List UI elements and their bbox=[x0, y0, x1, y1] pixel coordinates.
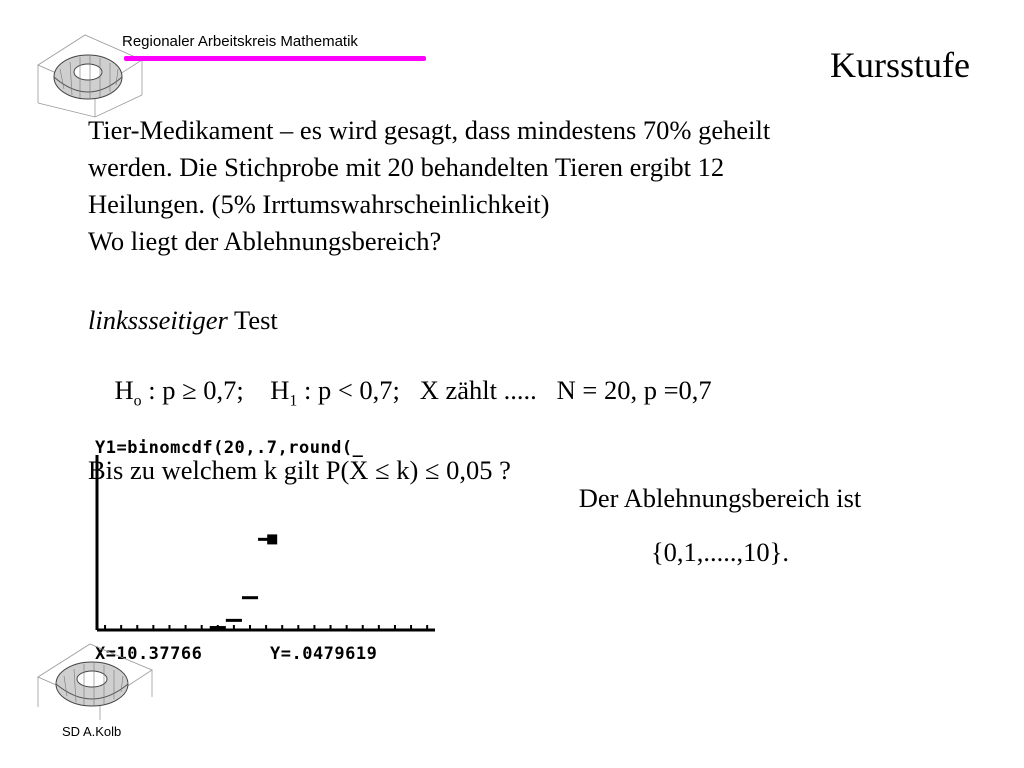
step-segment bbox=[242, 596, 258, 599]
header-accent-line bbox=[124, 56, 426, 61]
test-type-italic: linkssseitiger bbox=[88, 305, 228, 335]
calculator-y-readout: Y=.0479619 bbox=[270, 644, 378, 664]
problem-line: Tier-Medikament – es wird gesagt, dass mindestens 70% geheilt bbox=[88, 115, 771, 145]
test-type bbox=[88, 303, 988, 338]
h1-symbol: H bbox=[270, 375, 290, 405]
result-line: Der Ablehnungsbereich ist bbox=[578, 483, 862, 513]
test-type-rest: Test bbox=[227, 305, 278, 335]
problem-question: Wo liegt der Ablehnungsbereich? bbox=[88, 226, 442, 256]
problem-text bbox=[88, 112, 988, 260]
test-params: N = 20, p =0,7 bbox=[556, 375, 712, 405]
organization-name: Regionaler Arbeitskreis Mathematik bbox=[122, 33, 358, 50]
step-segment bbox=[210, 626, 226, 629]
problem-line: Heilungen. (5% Irrtumswahrscheinlichkeit) bbox=[88, 189, 550, 219]
hypotheses-line bbox=[88, 338, 988, 453]
trace-cursor bbox=[267, 534, 277, 544]
torus-logo-icon bbox=[30, 632, 160, 722]
problem-line: werden. Die Stichprobe mit 20 behandelten Tieren ergibt 12 bbox=[88, 152, 725, 182]
result-set: {0,1,.....,10}. bbox=[650, 537, 790, 567]
h0-symbol: H bbox=[114, 375, 134, 405]
x-counts: X zählt ..... bbox=[419, 375, 537, 405]
calculator-plot bbox=[92, 455, 437, 645]
h1-text: : p < 0,7; bbox=[297, 375, 400, 405]
h0-sub: o bbox=[133, 392, 142, 410]
test-question: Bis zu welchem k gilt P(X ≤ k) ≤ 0,05 ? bbox=[88, 455, 511, 486]
author-credit: SD A.Kolb bbox=[62, 724, 122, 739]
h0-text: : p ≥ 0,7; bbox=[141, 375, 244, 405]
result-text bbox=[530, 480, 910, 570]
step-segment bbox=[226, 619, 242, 622]
calculator-x-readout: X=10.37766 bbox=[95, 644, 203, 664]
calculator-function-header: Y1=binomcdf(20,.7,round(_ bbox=[95, 438, 364, 458]
page-title: Kursstufe bbox=[830, 45, 970, 85]
h1-sub: 1 bbox=[289, 392, 298, 410]
